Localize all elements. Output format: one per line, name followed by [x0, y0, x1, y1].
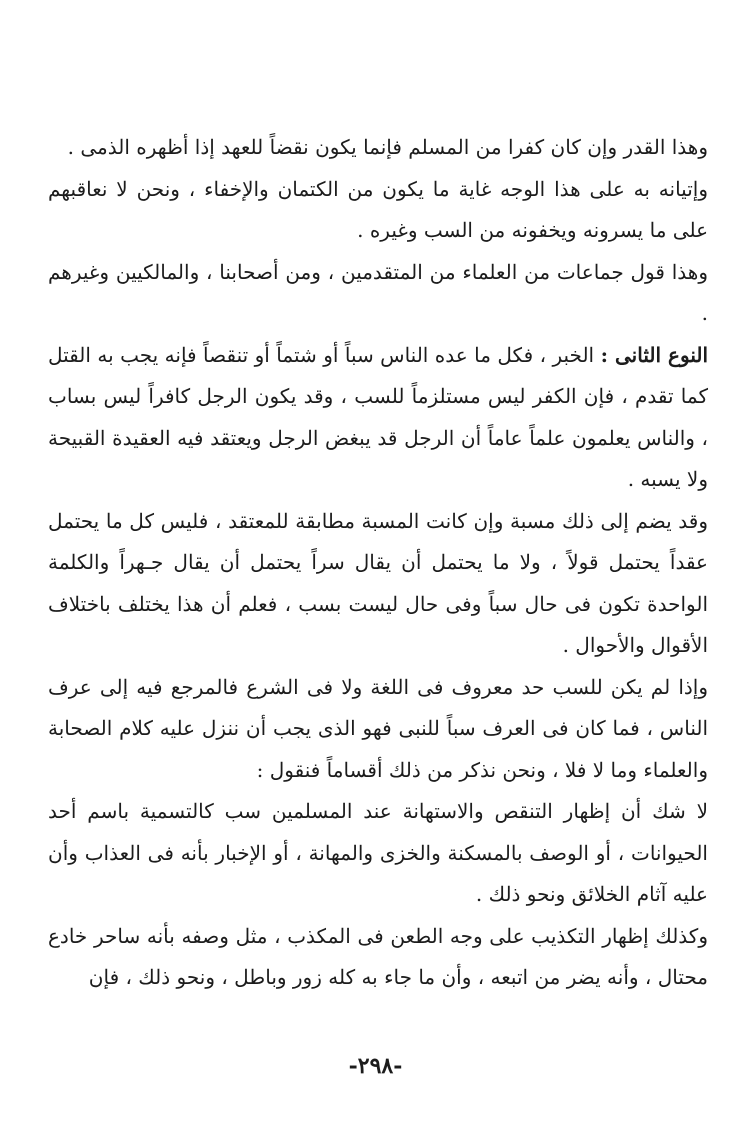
paragraph-1	[48, 127, 708, 169]
paragraph-7	[48, 791, 708, 916]
paragraph-6-text: وإذا لم يكن للسب حد معروف فى اللغة ولا فى الشرع فالمرجع فيه إلى عرف الناس ، فما كان فى العرف سباً للنبى فهو الذى يجب أن ننزل عليه كلام الصحابة والعلماء وما لا فلا ، ونحن نذكر من ذلك أقساماً فنقول :	[48, 674, 708, 782]
paragraph-5	[48, 501, 708, 667]
paragraph-2	[48, 169, 708, 252]
paragraph-3-text: وهذا قول جماعات من العلماء من المتقدمين ، ومن أصحابنا ، والمالكيين وغيرهم .	[48, 259, 708, 325]
paragraph-1-text: وهذا القدر وإن كان كفرا من المسلم فإنما يكون نقضاً للعهد إذا أظهره الذمى .	[67, 135, 708, 159]
section-heading: النوع الثانى :	[600, 342, 709, 367]
paragraph-8-text: وكذلك إظهار التكذيب على وجه الطعن فى المكذب ، مثل وصفه بأنه ساحر خادع محتال ، وأنه يضر من اتبعه ، وأن ما جاء به كله زور وباطل ، ونحو ذلك ، فإن	[48, 923, 708, 989]
paragraph-5-text: وقد يضم إلى ذلك مسبة وإن كانت المسبة مطابقة للمعتقد ، فليس كل ما يحتمل عقداً يحتمل قولاً ، ولا ما يحتمل أن يقال سراً يحتمل أن يقال جـهراً والكلمة الواحدة تكون فى حال سباً وفى حال ليست بسب ، فعلم أن هذا يختلف باختلاف الأقوال والأحوال .	[48, 508, 708, 657]
body-text	[48, 127, 708, 999]
paragraph-6	[48, 667, 708, 792]
paragraph-3	[48, 252, 708, 335]
paragraph-4	[48, 335, 708, 501]
page-number: -٢٩٨-	[348, 1053, 403, 1079]
paragraph-4-text: الخبر ، فكل ما عده الناس سباً أو شتماً أو تنقصاً فإنه يجب به القتل كما تقدم ، فإن الكفر ليس مستلزماً للسب ، وقد يكون الرجل كافراً ليس بساب ، والناس يعلمون علماً عاماً أن الرجل قد يبغض الرجل ويعتقد فيه العقيدة القبيحة ولا يسبه .	[48, 342, 708, 491]
paragraph-7-text: لا شك أن إظهار التنقص والاستهانة عند المسلمين سب كالتسمية باسم أحد الحيوانات ، أو الوصف بالمسكنة والخزى والمهانة ، أو الإخبار بأنه فى العذاب وأن عليه آثام الخلائق ونحو ذلك .	[48, 799, 708, 906]
paragraph-8	[48, 916, 708, 999]
paragraph-2-text: وإتيانه به على هذا الوجه غاية ما يكون من الكتمان والإخفاء ، ونحن لا نعاقبهم على ما يسرونه ويخفونه من السب وغيره .	[48, 176, 708, 242]
